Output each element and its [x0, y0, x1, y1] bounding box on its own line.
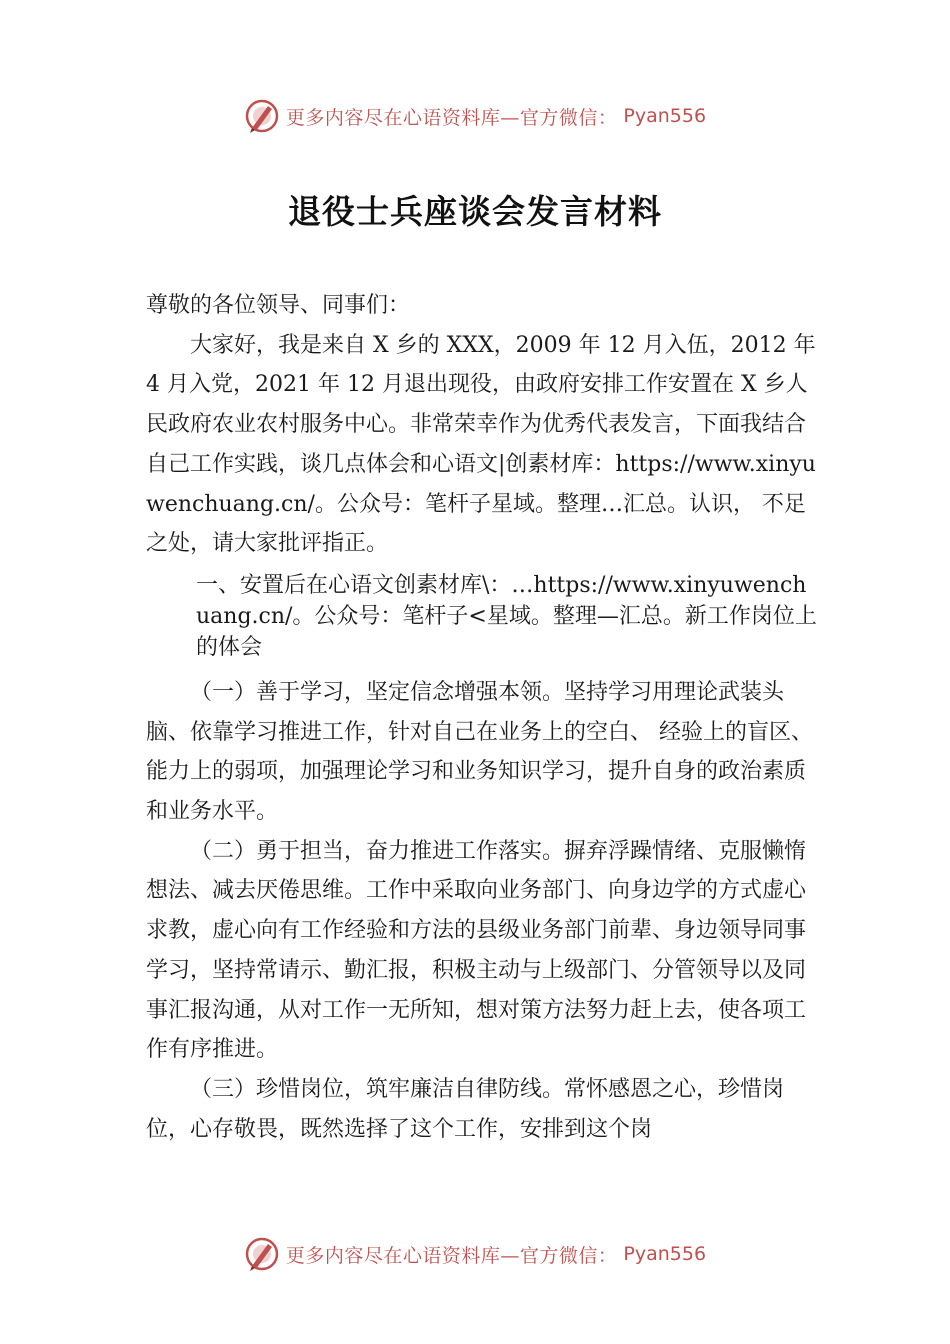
wechat-id: Pyan556: [623, 105, 707, 127]
paragraph-3: （三）珍惜岗位，筑牢廉洁自律防线。常怀感恩之心，珍惜岗位，心存敬畏，既然选择了这个工作，安排到这个岗: [146, 1076, 785, 1142]
banner-text: 更多内容尽在心语资料库—官方微信：: [285, 1244, 618, 1267]
wechat-id: Pyan556: [623, 1243, 707, 1265]
document-title: 退役士兵座谈会发言材料: [288, 192, 662, 231]
pen-logo-icon: [244, 98, 280, 134]
header-banner: [0, 94, 950, 138]
paragraph-1: （一）善于学习，坚定信念增强本领。坚持学习用理论武装头脑、依靠学习推进工作，针对自己在业务上的空白、 经验上的盲区、能力上的弱项，加强理论学习和业务知识学习，提升自身的政治素质和业务水平。: [146, 679, 813, 825]
section-heading: 一、安置后在心语文创素材库\：…https://www.xinyuwenchuang.cn/。公众号：笔杆子<星域。整理—汇总。新工作岗位上的体会: [196, 572, 817, 660]
intro-paragraph: 大家好，我是来自 X 乡的 XXX，2009 年 12 月入伍，2012 年 4 月入党，2021 年 12 月退出现役，由政府安排工作安置在 X 乡人民政府农业农村服务中心。非常荣幸作为优秀代表发言，下面我结合自己工作实践，谈几点体会和心语文|创素材库：https://www.xinyuwenchuang.cn/。公众号：笔杆子星域。整理…汇总。认识， 不足之处，请大家批评指正。: [146, 332, 816, 557]
banner-text: 更多内容尽在心语资料库—官方微信：: [285, 106, 618, 129]
salutation: 尊敬的各位领导、同事们：: [146, 293, 411, 318]
footer-banner: [0, 1232, 950, 1276]
document-body: [146, 286, 818, 1149]
paragraph-2: （二）勇于担当，奋力推进工作落实。摒弃浮躁情绪、克服懒惰想法、减去厌倦思维。工作中采取向业务部门、向身边学的方式虚心求教，虚心向有工作经验和方法的县级业务部门前辈、身边领导同事学习，坚持常请示、勤汇报，积极主动与上级部门、分管领导以及同事汇报沟通，从对工作一无所知，想对策方法努力赶上去，使各项工作有序推进。: [146, 838, 807, 1063]
pen-logo-icon: [244, 1236, 280, 1272]
